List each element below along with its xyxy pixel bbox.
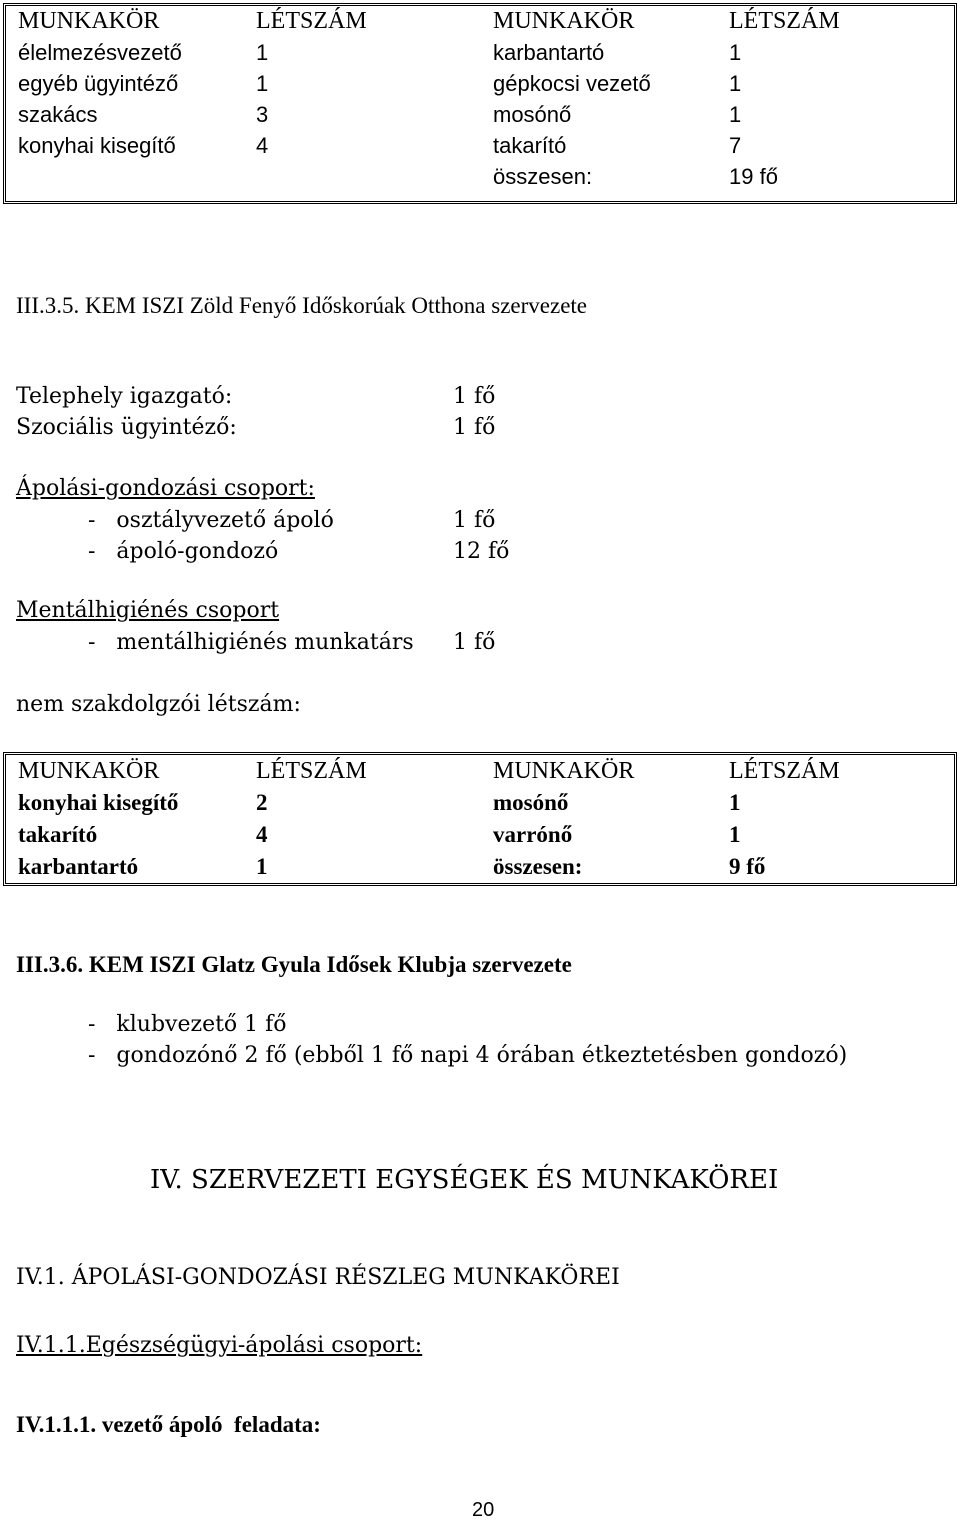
table-row: [6, 130, 954, 161]
table-cell: 1: [729, 71, 742, 96]
line-value: 1 fő: [453, 415, 496, 440]
table-cell: konyhai kisegítő: [18, 790, 179, 815]
table-row: [6, 787, 954, 819]
table-cell: 1: [729, 790, 741, 815]
table-cell: takarító: [493, 133, 567, 158]
table-cell: takarító: [18, 822, 98, 847]
table-header-row: [6, 755, 954, 787]
header-cell: MUNKAKÖR: [18, 758, 160, 784]
table-cell: 1: [729, 822, 741, 847]
list-item-value: 1 fő: [453, 508, 496, 533]
header-cell: LÉTSZÁM: [256, 8, 367, 34]
header-cell: MUNKAKÖR: [493, 758, 635, 784]
table-cell: 3: [256, 102, 269, 127]
table-cell: gépkocsi vezető: [493, 71, 651, 96]
table-cell: 1: [729, 102, 742, 127]
table-cell: 1: [256, 854, 268, 879]
table-cell: 19 fő: [729, 164, 778, 189]
table-cell: 4: [256, 133, 269, 158]
section-heading-355: III.3.5. KEM ISZI Zöld Fenyő Időskorúak Otthona szervezete: [16, 293, 588, 318]
table-cell: 2: [256, 790, 268, 815]
table-cell: varrónő: [493, 822, 573, 847]
header-cell: MUNKAKÖR: [18, 8, 160, 34]
table-cell: karbantartó: [493, 40, 605, 65]
table-cell: 7: [729, 133, 742, 158]
table-cell: egyéb ügyintéző: [18, 71, 179, 96]
group-title-care: Ápolási-gondozási csoport:: [16, 476, 315, 501]
header-cell: MUNKAKÖR: [493, 8, 635, 34]
table-cell: 9 fő: [729, 854, 766, 879]
table-cell: összesen:: [493, 854, 583, 879]
subsection-heading-bold: IV.1.1.1. vezető ápoló feladata:: [16, 1412, 321, 1437]
non-professional-label: nem szakdolgzói létszám:: [16, 692, 301, 717]
page-number: 20: [472, 1499, 495, 1521]
section-heading-356: III.3.6. KEM ISZI Glatz Gyula Idősek Klubja szervezete: [16, 952, 572, 977]
list-item: - osztályvezető ápoló: [88, 508, 334, 533]
table-row: [6, 68, 954, 99]
staff-table-1: [3, 3, 957, 204]
table-cell: konyhai kisegítő: [18, 133, 176, 158]
list-item: - mentálhigiénés munkatárs: [88, 630, 414, 655]
table-cell: karbantartó: [18, 854, 139, 879]
line-label: Telephely igazgató:: [16, 384, 233, 409]
table-cell: mosónő: [493, 790, 569, 815]
staff-table-2: [3, 752, 957, 886]
header-cell: LÉTSZÁM: [729, 8, 840, 34]
list-item: - klubvezető 1 fő: [88, 1012, 287, 1037]
table-total-row: [6, 851, 954, 883]
chapter-title: IV. SZERVEZETI EGYSÉGEK ÉS MUNKAKÖREI: [150, 1165, 779, 1195]
table-cell: 1: [256, 40, 269, 65]
table-cell: 1: [256, 71, 269, 96]
list-item-value: 12 fő: [453, 539, 510, 564]
group-title-mental: Mentálhigiénés csoport: [16, 598, 280, 623]
table-total-row: [6, 161, 954, 201]
header-cell: LÉTSZÁM: [256, 758, 367, 784]
table-row: [6, 99, 954, 130]
line-value: 1 fő: [453, 384, 496, 409]
header-cell: LÉTSZÁM: [729, 758, 840, 784]
subsection-heading: IV.1. ÁPOLÁSI-GONDOZÁSI RÉSZLEG MUNKAKÖREI: [16, 1265, 620, 1290]
list-item: - gondozónő 2 fő (ebből 1 fő napi 4 órában étkeztetésben gondozó): [88, 1043, 848, 1068]
list-item-value: 1 fő: [453, 630, 496, 655]
line-label: Szociális ügyintéző:: [16, 415, 237, 440]
list-item: - ápoló-gondozó: [88, 539, 279, 564]
table-cell: 1: [729, 40, 742, 65]
table-cell: összesen:: [493, 164, 593, 189]
table-cell: mosónő: [493, 102, 572, 127]
table-row: [6, 37, 954, 68]
subsection-heading-underlined: IV.1.1.Egészségügyi-ápolási csoport:: [16, 1333, 423, 1358]
table-cell: 4: [256, 822, 268, 847]
table-cell: szakács: [18, 102, 98, 127]
table-row: [6, 819, 954, 851]
table-cell: élelmezésvezető: [18, 40, 182, 65]
table-header-row: [6, 6, 954, 37]
